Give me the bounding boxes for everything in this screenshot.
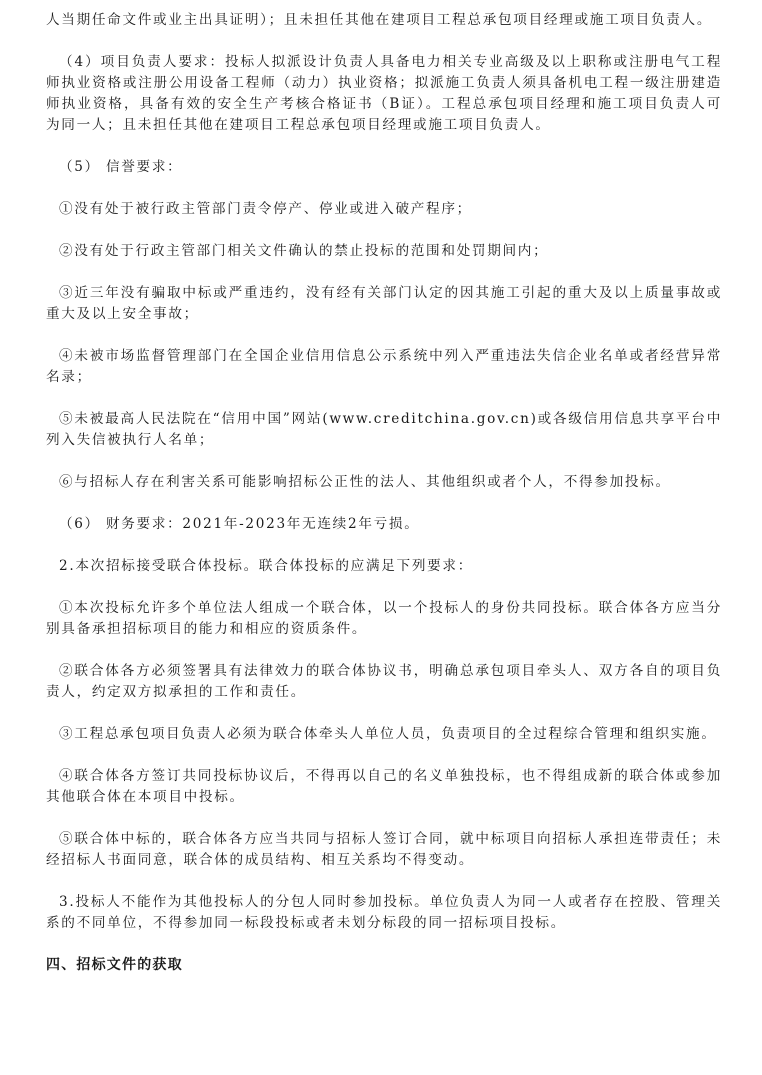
- paragraph-consortium-item-1: ①本次投标允许多个单位法人组成一个联合体，以一个投标人的身份共同投标。联合体各方应当分别具备承担招标项目的能力和相应的资质条件。: [46, 600, 722, 637]
- paragraph-consortium-item-4: ④联合体各方签订共同投标协议后，不得再以自己的名义单独投标，也不得组成新的联合体或参加其他联合体在本项目中投标。: [46, 768, 722, 805]
- paragraph-continuation: 人当期任命文件或业主出具证明）；且未担任其他在建项目工程总承包项目经理或施工项目负责人。: [46, 12, 713, 28]
- paragraph-consortium-intro: 2.本次招标接受联合体投标。联合体投标的应满足下列要求：: [59, 558, 474, 574]
- paragraph-reputation-item-4: ④未被市场监督管理部门在全国企业信用信息公示系统中列入严重违法失信企业名单或者经营异常名录；: [46, 348, 722, 385]
- paragraph-subcontract-restriction: 3.投标人不能作为其他投标人的分包人同时参加投标。单位负责人为同一人或者存在控股、管理关系的不同单位，不得参加同一标段投标或者未划分标段的同一招标项目投标。: [46, 894, 722, 931]
- paragraph-consortium-item-2: ②联合体各方必须签署具有法律效力的联合体协议书，明确总承包项目牵头人、双方各自的项目负责人，约定双方拟承担的工作和责任。: [46, 663, 722, 700]
- paragraph-reputation-item-6: ⑥与招标人存在利害关系可能影响招标公正性的法人、其他组织或者个人，不得参加投标。: [59, 474, 671, 490]
- paragraph-reputation-item-5: ⑤未被最高人民法院在“信用中国”网站(www.creditchina.gov.cn)或各级信用信息共享平台中列入失信被执行人名单；: [46, 411, 722, 448]
- paragraph-financial-requirements: （6） 财务要求：2021年-2023年无连续2年亏损。: [59, 516, 420, 532]
- paragraph-project-lead-requirements: （4）项目负责人要求：投标人拟派设计负责人具备电力相关专业高级及以上职称或注册电气工程师执业资格或注册公用设备工程师（动力）执业资格；拟派施工负责人须具备机电工程一级注册建造师执业资格，具备有效的安全生产考核合格证书（B证）。工程总承包项目经理和施工项目负责人可为同一人；且未担任其他在建项目工程总承包项目经理或施工项目负责人。: [46, 54, 722, 133]
- paragraph-reputation-item-2: ②没有处于行政主管部门相关文件确认的禁止投标的范围和处罚期间内；: [59, 243, 549, 259]
- paragraph-reputation-item-1: ①没有处于被行政主管部门责令停产、停业或进入破产程序；: [59, 201, 472, 217]
- section-heading: 四、招标文件的获取: [46, 957, 183, 973]
- paragraph-reputation-item-3: ③近三年没有骗取中标或严重违约，没有经有关部门认定的因其施工引起的重大及以上质量事故或重大及以上安全事故；: [46, 285, 722, 322]
- paragraph-consortium-item-5: ⑤联合体中标的，联合体各方应当共同与招标人签订合同，就中标项目向招标人承担连带责任；未经招标人书面同意，联合体的成员结构、相互关系均不得变动。: [46, 831, 722, 868]
- paragraph-reputation-heading: （5） 信誉要求：: [59, 159, 183, 175]
- paragraph-consortium-item-3: ③工程总承包项目负责人必须为联合体牵头人单位人员，负责项目的全过程综合管理和组织实施。: [59, 726, 717, 742]
